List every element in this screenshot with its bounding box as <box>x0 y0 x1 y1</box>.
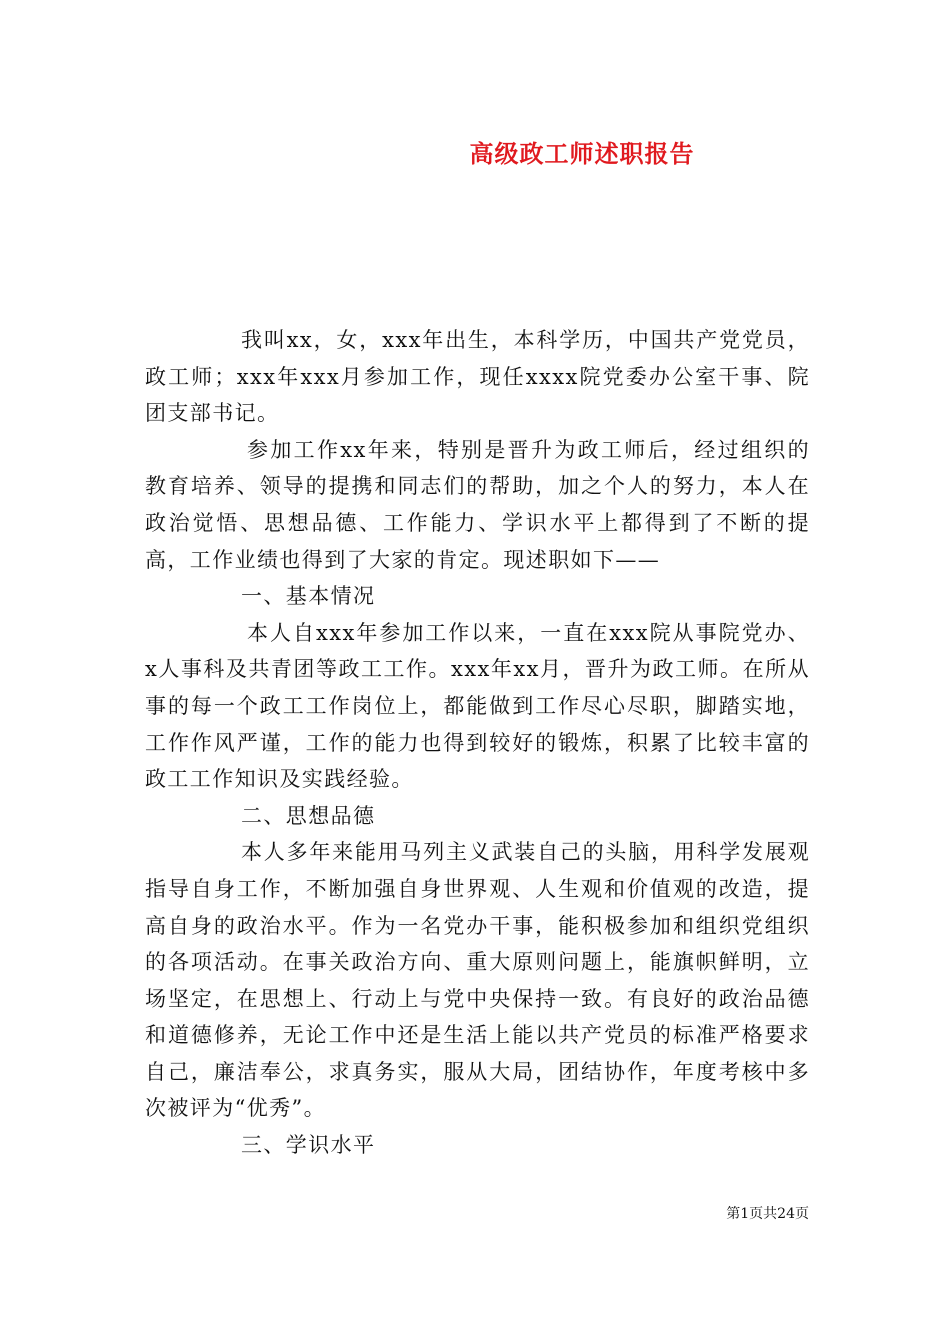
paragraph-basic: 本人自xxx年参加工作以来，一直在xxx院从事院党办、x人事科及共青团等政工工作。xxx年xx月，晋升为政工师。在所从事的每一个政工工作岗位上，都能做到工作尽心尽职，脚踏实地，工作作风严谨，工作的能力也得到较好的锻炼，积累了比较丰富的政工工作知识及实践经验。 <box>145 620 810 792</box>
page-number: 第1页共24页 <box>726 1206 809 1222</box>
section-heading-basic: 一、基本情况 <box>241 584 376 609</box>
section-heading-morality: 二、思想品德 <box>241 803 376 828</box>
section-heading-knowledge: 三、学识水平 <box>241 1133 376 1158</box>
paragraph-summary: 参加工作xx年来，特别是晋升为政工师后，经过组织的教育培养、领导的提携和同志们的帮助，加之个人的努力，本人在政治觉悟、思想品德、工作能力、学识水平上都得到了不断的提高，工作业绩也得到了大家的肯定。现述职如下—— <box>145 437 810 572</box>
document-title: 高级政工师述职报告 <box>469 139 695 168</box>
paragraph-morality: 本人多年来能用马列主义武装自己的头脑，用科学发展观指导自身工作，不断加强自身世界观、人生观和价值观的改造，提高自身的政治水平。作为一名党办干事，能积极参加和组织党组织的各项活动。在事关政治方向、重大原则问题上，能旗帜鲜明，立场坚定，在思想上、行动上与党中央保持一致。有良好的政治品德和道德修养，无论工作中还是生活上能以共产党员的标准严格要求自己，廉洁奉公，求真务实，服从大局，团结协作，年度考核中多次被评为“优秀”。 <box>145 840 810 1121</box>
document-body <box>145 322 810 1164</box>
paragraph-intro: 我叫xx，女，xxx年出生，本科学历，中国共产党党员，政工师；xxx年xxx月参加工作，现任xxxx院党委办公室干事、院团支部书记。 <box>145 328 810 426</box>
